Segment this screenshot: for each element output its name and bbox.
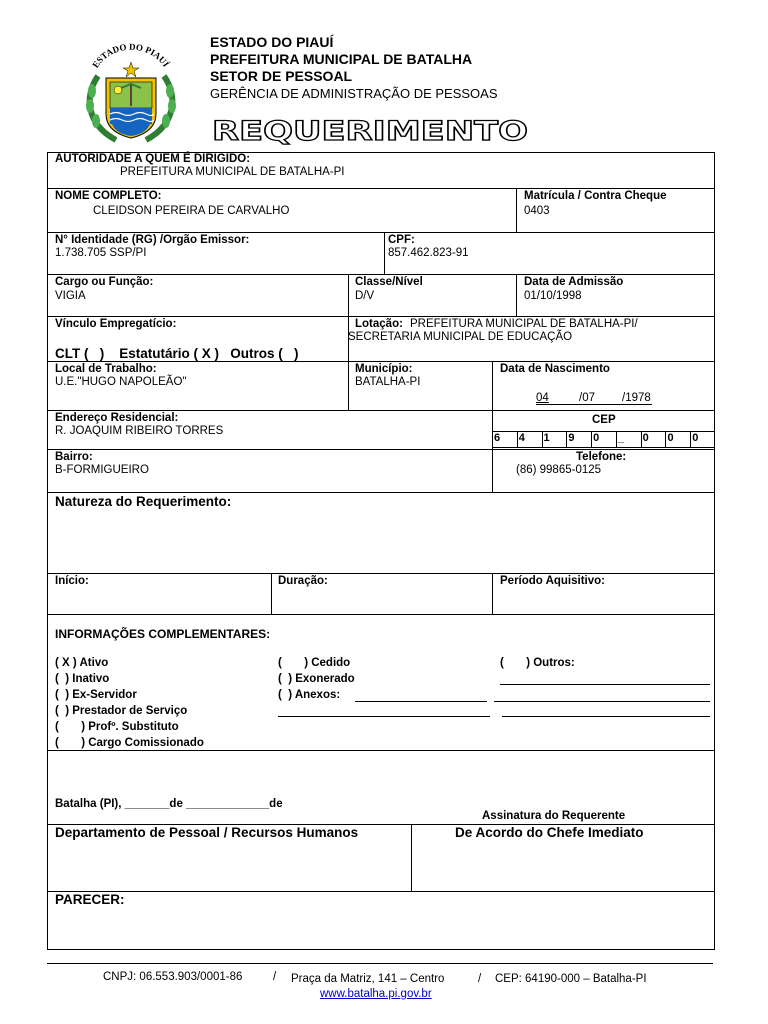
cep-digit-box[interactable]: 0	[692, 432, 699, 444]
chefe-imediato-label: De Acordo do Chefe Imediato	[455, 825, 644, 840]
outros-line-2[interactable]	[494, 701, 710, 702]
telefone-label: Telefone:	[576, 451, 627, 463]
outros-line-1[interactable]	[500, 684, 710, 685]
cep-label: CEP	[592, 414, 616, 426]
autoridade-label: AUTORIDADE A QUEM É DIRIGIDO:	[55, 153, 251, 165]
cep-digit-box[interactable]: 0	[642, 432, 649, 444]
local-trabalho-value[interactable]: U.E."HUGO NAPOLEÃO"	[55, 376, 187, 388]
header-setor: SETOR DE PESSOAL	[210, 68, 353, 84]
rg-label: N° Identidade (RG) /Orgão Emissor:	[55, 234, 250, 246]
option-prof-substituto[interactable]: ( ) Profº. Substituto	[55, 721, 179, 733]
header-state: ESTADO DO PIAUÍ	[210, 34, 334, 50]
local-trabalho-label: Local de Trabalho:	[55, 363, 157, 375]
cep-digit-box[interactable]: 0	[667, 432, 674, 444]
option-cedido[interactable]: ( ) Cedido	[278, 657, 351, 669]
matricula-value[interactable]: 0403	[524, 205, 550, 217]
header-prefeitura: PREFEITURA MUNICIPAL DE BATALHA	[210, 51, 473, 67]
footer-cep: CEP: 64190-000 – Batalha-PI	[495, 973, 647, 985]
option-cargo-comissionado[interactable]: ( ) Cargo Comissionado	[55, 737, 204, 749]
endereco-value[interactable]: R. JOAQUIM RIBEIRO TORRES	[55, 425, 224, 437]
footer-rule	[47, 963, 713, 964]
footer-website-link[interactable]: www.batalha.pi.gov.br	[320, 988, 432, 1000]
footer-address: Praça da Matriz, 141 – Centro	[291, 973, 445, 985]
cep-digit-box[interactable]: 1	[543, 432, 550, 444]
document-title	[210, 113, 540, 147]
option-ex-servidor[interactable]: ( ) Ex-Servidor	[55, 689, 137, 701]
cpf-value[interactable]: 857.462.823-91	[388, 247, 469, 259]
header-gerencia: GERÊNCIA DE ADMINISTRAÇÃO DE PESSOAS	[210, 86, 498, 101]
date-line[interactable]: Batalha (PI), _______de _____________de	[55, 798, 283, 810]
cep-digit-box[interactable]: 0	[593, 432, 600, 444]
nascimento-month[interactable]: /07	[579, 392, 595, 404]
informacoes-complementares-label: INFORMAÇÕES COMPLEMENTARES:	[55, 627, 271, 641]
footer-separator-1: /	[273, 971, 277, 983]
anexos-line-2[interactable]	[278, 716, 490, 717]
telefone-value[interactable]: (86) 99865-0125	[516, 464, 602, 476]
cep-digit-box[interactable]: _	[617, 432, 624, 444]
option-ativo[interactable]: ( X ) Ativo	[55, 657, 109, 669]
nascimento-day[interactable]: 04	[536, 392, 549, 404]
seal-arc-text: ESTADO DO PIAUÍ	[90, 41, 172, 70]
classe-label: Classe/Nível	[355, 276, 423, 288]
option-anexos[interactable]: ( ) Anexos:	[278, 689, 341, 701]
cep-digit-box[interactable]: 9	[568, 432, 575, 444]
departamento-label: Departamento de Pessoal / Recursos Humanos	[55, 825, 359, 840]
option-inativo[interactable]: ( ) Inativo	[55, 673, 110, 685]
natureza-label: Natureza do Requerimento:	[55, 494, 232, 509]
municipio-value[interactable]: BATALHA-PI	[355, 376, 421, 388]
nome-label: NOME COMPLETO:	[55, 190, 162, 202]
vinculo-label: Vínculo Empregatício:	[55, 318, 177, 330]
lotacao-value-2[interactable]: SECRETARIA MUNICIPAL DE EDUCAÇÃO	[348, 331, 573, 343]
option-prestador[interactable]: ( ) Prestador de Serviço	[55, 705, 188, 717]
classe-value[interactable]: D/V	[355, 290, 375, 302]
cargo-label: Cargo ou Função:	[55, 276, 154, 288]
endereco-label: Endereço Residencial:	[55, 412, 179, 424]
state-coat-of-arms	[76, 36, 186, 148]
lotacao-label: Lotação:	[355, 318, 403, 330]
option-outros[interactable]: ( ) Outros:	[500, 657, 575, 669]
nascimento-year[interactable]: /1978	[622, 392, 651, 404]
anexos-line-1[interactable]	[355, 701, 487, 702]
duracao-label: Duração:	[278, 575, 328, 587]
lotacao-value-1[interactable]: PREFEITURA MUNICIPAL DE BATALHA-PI/	[410, 318, 638, 330]
nome-value[interactable]: CLEIDSON PEREIRA DE CARVALHO	[93, 205, 290, 217]
nascimento-label: Data de Nascimento	[500, 363, 610, 375]
bairro-label: Bairro:	[55, 451, 93, 463]
cep-digit-box[interactable]: 6	[494, 432, 501, 444]
cargo-value[interactable]: VIGIA	[55, 290, 86, 302]
inicio-label: Início:	[55, 575, 89, 587]
municipio-label: Município:	[355, 363, 413, 375]
matricula-label: Matrícula / Contra Cheque	[524, 190, 667, 202]
vinculo-options[interactable]: CLT ( ) Estatutário ( X ) Outros ( )	[55, 346, 299, 361]
footer-separator-2: /	[478, 973, 482, 985]
outros-line-3[interactable]	[502, 716, 710, 717]
footer-cnpj: CNPJ: 06.553.903/0001-86	[103, 971, 243, 983]
parecer-label: PARECER:	[55, 892, 125, 907]
bairro-value[interactable]: B-FORMIGUEIRO	[55, 464, 149, 476]
option-exonerado[interactable]: ( ) Exonerado	[278, 673, 355, 685]
cpf-label: CPF:	[388, 234, 415, 246]
admissao-value[interactable]: 01/10/1998	[524, 290, 582, 302]
admissao-label: Data de Admissão	[524, 276, 624, 288]
rg-value[interactable]: 1.738.705 SSP/PI	[55, 247, 147, 259]
document-title-text: REQUERIMENTO	[212, 116, 528, 147]
autoridade-value[interactable]: PREFEITURA MUNICIPAL DE BATALHA-PI	[120, 166, 345, 178]
assinatura-label: Assinatura do Requerente	[482, 810, 626, 822]
periodo-aquisitivo-label: Período Aquisitivo:	[500, 575, 605, 587]
cep-digit-box[interactable]: 4	[518, 432, 525, 444]
